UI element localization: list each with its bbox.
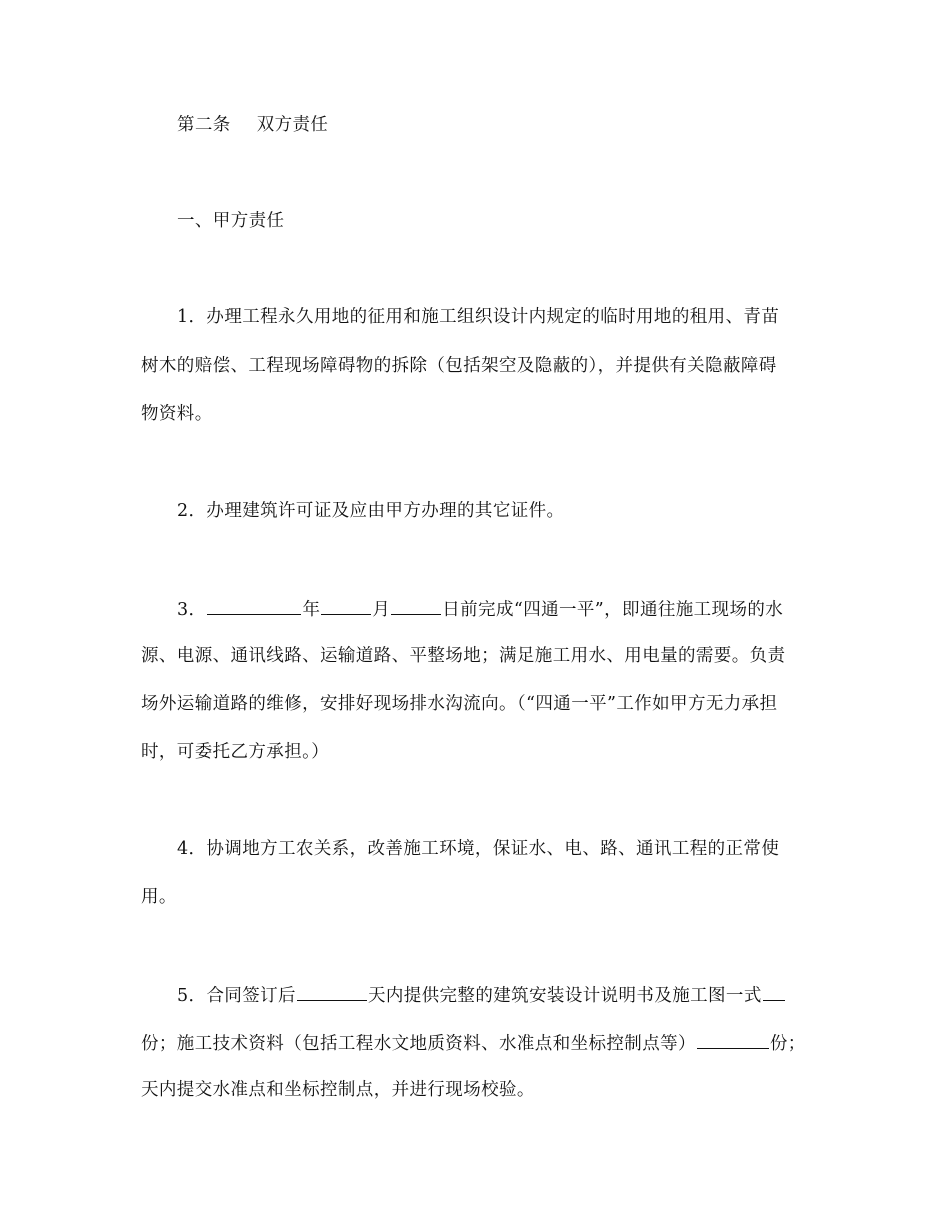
item5-line1 [177,982,811,1008]
item3-number: 3． [177,600,207,620]
item1-line3: 物资料。 [141,404,213,424]
item1-line2: 树木的赔偿、工程现场障碍物的拆除（包括架空及隐蔽的），并提供有关隐蔽障碍 [141,356,777,376]
year-blank [207,596,301,615]
item3-line4: 时，可委托乙方承担。） [141,742,330,762]
item5-part-c: 份；施工技术资料（包括工程水文地质资料、水准点和坐标控制点等） [141,1034,696,1054]
month-blank [321,596,371,615]
item5-part-a: 合同签订后 [206,986,296,1006]
item5-line3: 天内提交水准点和坐标控制点，并进行现场校验。 [141,1080,535,1100]
month-label: 月 [372,600,391,620]
article-title: 双方责任 [256,115,329,135]
copies-blank-1 [763,982,785,1001]
item3-line2: 源、电源、通讯线路、运输道路、平整场地；满足施工用水、用电量的需要。负责 [141,646,786,666]
item3-line1 [177,596,811,622]
day-blank [391,596,441,615]
item5-number: 5． [177,986,207,1006]
item5-line2 [141,1030,811,1056]
item4-line2: 用。 [141,887,177,907]
item1-line1: 1．办理工程永久用地的征用和施工组织设计内规定的临时用地的租用、青苗 [177,307,780,327]
article-heading [177,113,811,137]
days-blank [297,982,367,1001]
section-heading: 一、甲方责任 [177,211,285,231]
article-number: 第二条 [177,115,231,135]
item3-day-tail: 日前完成“四通一平”，即通往施工现场的水 [442,600,784,620]
copies-blank-2 [697,1030,769,1049]
item5-part-d: 份； [769,1034,806,1054]
item4-line1: 4．协调地方工农关系，改善施工环境，保证水、电、路、通讯工程的正常使 [177,839,780,859]
item5-part-b: 天内提供完整的建筑安装设计说明书及施工图一式 [367,986,762,1006]
year-label: 年 [302,600,321,620]
item3-line3: 场外运输道路的维修，安排好现场排水沟流向。（“四通一平”工作如甲方无力承担 [141,694,778,714]
item2-line1: 2．办理建筑许可证及应由甲方办理的其它证件。 [177,501,565,521]
